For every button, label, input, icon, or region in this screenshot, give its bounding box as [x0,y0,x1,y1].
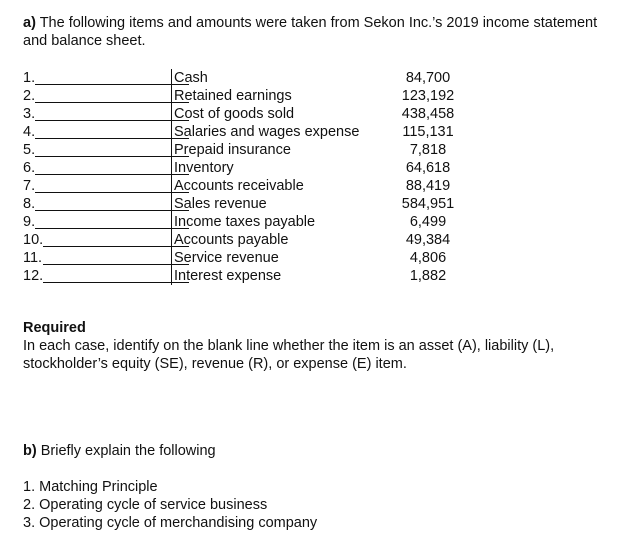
item-amount: 7,818 [409,142,447,158]
item-name: Cost of goods sold [171,105,294,123]
item-name: Accounts receivable [171,177,304,195]
item-row [23,69,493,87]
required-heading: Required [23,320,86,336]
item-name: Prepaid insurance [171,141,291,159]
required-instructions: In each case, identify on the blank line whether the item is an asset (A), liability (L), stockholder’s equity (SE), revenue (R), or expense (E) item. [23,338,555,372]
item-row [23,213,493,231]
item-row [23,249,493,267]
answer-blank-line[interactable] [43,264,189,265]
answer-blank-line[interactable] [35,84,189,85]
item-number: 9. [23,214,36,230]
item-amount: 115,131 [402,124,454,140]
answer-blank-line[interactable] [35,192,189,193]
item-number: 6. [23,160,36,176]
answer-blank-line[interactable] [43,282,189,283]
item-amount: 6,499 [409,214,447,230]
item-number: 12. [23,268,44,284]
item-row [23,195,493,213]
item-number: 5. [23,142,36,158]
item-amount: 64,618 [405,160,451,176]
part-b-heading [23,442,216,460]
item-name: Income taxes payable [171,213,315,231]
answer-blank-line[interactable] [35,102,189,103]
part-a-intro [23,14,603,50]
answer-blank-line[interactable] [43,246,189,247]
item-row [23,267,493,285]
item-number: 11. [23,250,43,266]
item-amount: 584,951 [401,196,455,212]
item-name: Accounts payable [171,231,288,249]
item-amount: 4,806 [409,250,447,266]
item-amount: 123,192 [401,88,455,104]
list-item: 2. Operating cycle of service business [23,497,268,513]
list-item: 3. Operating cycle of merchandising company [23,515,318,531]
item-amount: 1,882 [409,268,447,284]
item-name: Retained earnings [171,87,292,105]
item-number: 3. [23,106,36,122]
item-row [23,177,493,195]
item-row [23,159,493,177]
items-list [23,69,493,285]
item-row [23,123,493,141]
list-item: 1. Matching Principle [23,479,158,495]
part-b-list [23,478,317,532]
answer-blank-line[interactable] [35,156,189,157]
item-amount: 84,700 [405,70,451,86]
item-name: Sales revenue [171,195,267,213]
item-name: Inventory [171,159,234,177]
part-a-intro-text: The following items and amounts were taken from Sekon Inc.’s 2019 income statement and balance sheet. [23,15,598,49]
item-number: 4. [23,124,36,140]
answer-blank-line[interactable] [35,120,189,121]
item-amount: 49,384 [405,232,451,248]
item-amount: 88,419 [405,178,451,194]
item-row [23,105,493,123]
part-b-label: b) [23,443,37,459]
item-row [23,87,493,105]
answer-blank-line[interactable] [35,174,189,175]
item-name: Service revenue [171,249,279,267]
answer-blank-line[interactable] [35,138,189,139]
item-amount: 438,458 [401,106,455,122]
item-row [23,141,493,159]
item-name: Cash [171,69,208,87]
answer-blank-line[interactable] [35,210,189,211]
answer-blank-line[interactable] [35,228,189,229]
item-row [23,231,493,249]
item-number: 2. [23,88,36,104]
part-a-label: a) [23,15,36,31]
item-name: Salaries and wages expense [171,123,359,141]
item-number: 7. [23,178,36,194]
item-number: 8. [23,196,36,212]
item-name: Interest expense [171,267,281,285]
part-b-heading-text: Briefly explain the following [40,443,216,459]
item-number: 1. [23,70,36,86]
item-number: 10. [23,232,44,248]
